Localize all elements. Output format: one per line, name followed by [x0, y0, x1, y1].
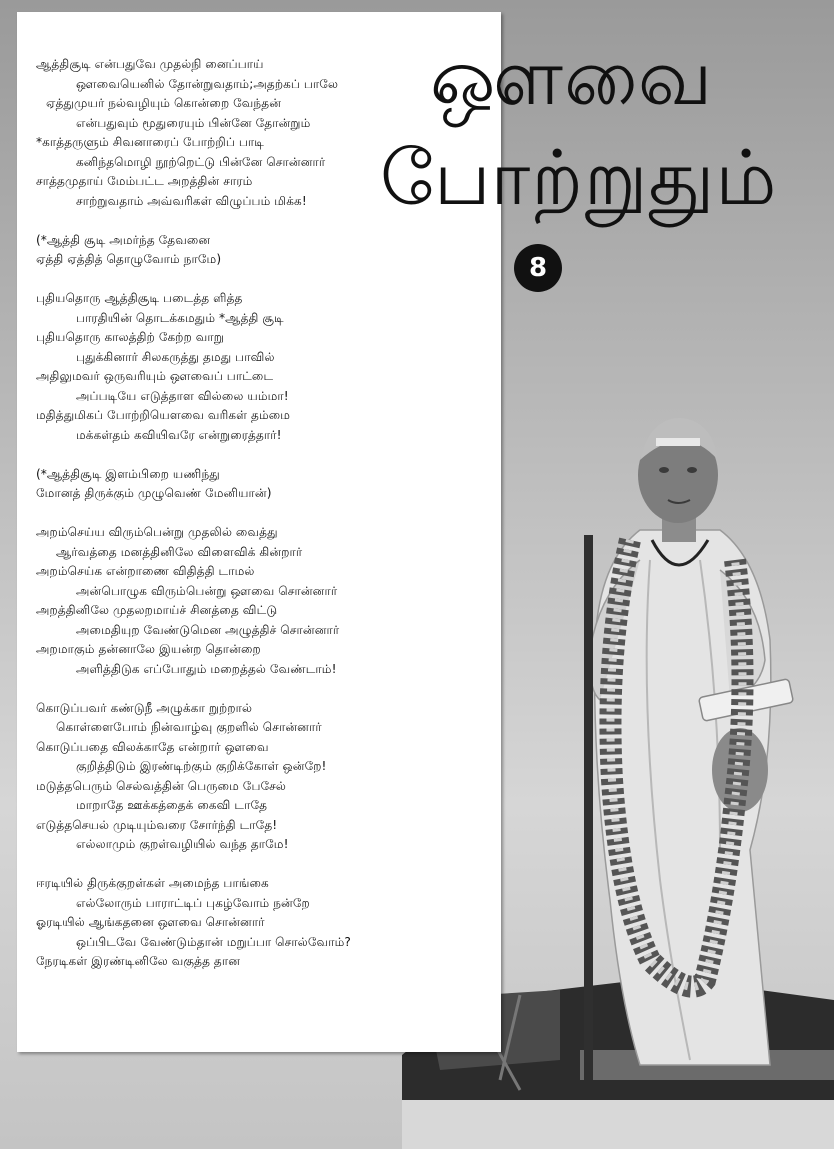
stanza-1	[36, 55, 496, 211]
poem-line: (*ஆத்தி சூடி அமர்ந்த தேவனை	[36, 232, 211, 247]
poem-line: ஆர்வத்தை மனத்தினிலே விளைவிக் கின்றார்	[56, 544, 303, 559]
poem-line: புதியதொரு ஆத்திசூடி படைத்த ளித்த	[36, 291, 243, 305]
poem-body	[36, 55, 496, 991]
poem-line: எல்லோரும் பாராட்டிப் புகழ்வோம் நன்றே	[76, 895, 310, 910]
title-line-potruthum: போற்றுதும்	[380, 133, 778, 222]
poem-line: ஏத்துமுயர் நல்வழியும் கொன்றை வேந்தன்	[46, 96, 282, 110]
poem-line: மக்கள்தம் கவியிவரே என்றுரைத்தார்!	[76, 427, 282, 442]
title-line-avvai: ஔவை	[430, 33, 714, 123]
poem-line: சாற்றுவதாம் அவ்வரிகள் விழுப்பம் மிக்க!	[76, 193, 307, 208]
poem-line: ஒப்பிடவே வேண்டும்தான் மறுப்பா சொல்வோம்?	[76, 934, 351, 949]
poem-line: சாத்தமுதாய் மேம்பட்ட அறத்தின் சாரம்	[36, 174, 253, 188]
poem-line: மடுத்தபெரும் செல்வத்தின் பெருமை பேசேல்	[36, 778, 287, 793]
poem-line: அளித்திடுக எப்போதும் மறைத்தல் வேண்டாம்!	[76, 661, 337, 676]
poem-line: அறமாகும் தன்னாலே இயன்ற தொன்றை	[36, 642, 261, 656]
poem-line: அப்படியே எடுத்தாள வில்லை யம்மா!	[76, 388, 289, 403]
stanza-3	[36, 289, 496, 445]
walking-staff	[584, 535, 593, 1080]
stanza-2	[36, 231, 496, 270]
poem-line: *காத்தருளும் சிவனாரைப் போற்றிப் பாடி	[36, 135, 264, 149]
poem-line: அதிலுமவர் ஒருவரியும் ஔவைப் பாட்டை	[36, 369, 274, 383]
part-number-badge: 8	[514, 244, 562, 292]
poem-line: புதுக்கினார் சிலகருத்து தமது பாவில்	[76, 349, 275, 364]
poem-line: (*ஆத்திசூடி இளம்பிறை யணிந்து	[36, 466, 220, 481]
stanza-7	[36, 874, 496, 972]
poem-line: கொள்ளைபோம் நின்வாழ்வு குறளில் சொன்னார்	[56, 720, 322, 734]
poem-line: ஔவையெனில் தோன்றுவதாம்;அதற்கப் பாலே	[76, 76, 339, 91]
stanza-4	[36, 465, 496, 504]
poem-line: அறம்செய்க என்றாணை விதித்தி டாமல்	[36, 564, 255, 578]
poem-line: அறத்தினிலே முதலறமாய்ச் சினத்தை விட்டு	[36, 603, 278, 617]
poem-line: மதித்துமிகப் போற்றியௌவை வரிகள் தம்மை	[36, 408, 291, 422]
poem-line: எடுத்தசெயல் முடியும்வரை சோர்ந்தி டாதே!	[36, 817, 278, 832]
poem-line: கனிந்தமொழி நூற்றெட்டு பின்னே சொன்னார்	[76, 154, 326, 169]
poem-line: ஈரடியில் திருக்குறள்கள் அமைந்த பாங்கை	[36, 876, 269, 890]
poem-line: ஏத்தி ஏத்தித் தொழுவோம் நாமே)	[36, 252, 222, 266]
poem-line: ஓரடியில் ஆங்கதனை ஔவை சொன்னார்	[36, 915, 265, 929]
poem-line: கொடுப்பவர் கண்டுநீ அழுக்கா றுற்றால்	[36, 700, 253, 715]
poem-line: அமைதியுற வேண்டுமென அழுத்திச் சொன்னார்	[76, 622, 340, 637]
poem-line: என்பதுவும் மூதுரையும் பின்னே தோன்றும்	[76, 115, 311, 130]
poem-line: மோனத் திருக்கும் முழுவெண் மேனியான்)	[36, 486, 272, 500]
poem-line: எல்லாமும் குறள்வழியில் வந்த தாமே!	[76, 837, 289, 851]
poem-line: குறித்திடும் இரண்டிற்கும் குறிக்கோள் ஒன்றே!	[76, 759, 327, 773]
poem-line: பாரதியின் தொடக்கமதும் *ஆத்தி சூடி	[76, 310, 284, 325]
poem-line: புதியதொரு காலத்திற் கேற்ற வாறு	[36, 330, 224, 344]
poem-line: அறம்செய்ய விரும்பென்று முதலில் வைத்து	[36, 525, 278, 539]
poem-line: நேரடிகள் இரண்டினிலே வகுத்த தான	[36, 954, 241, 968]
stanza-6	[36, 699, 496, 855]
poem-line: மாறாதே ஊக்கத்தைக் கைவி டாதே	[76, 798, 268, 812]
stanza-5	[36, 523, 496, 679]
poem-line: அன்பொழுக விரும்பென்று ஔவை சொன்னார்	[76, 583, 338, 598]
poem-line: ஆத்திசூடி என்பதுவே முதல்நி னைப்பாய்	[36, 57, 264, 71]
poem-line: கொடுப்பதை விலக்காதே என்றார் ஔவை	[36, 739, 269, 754]
